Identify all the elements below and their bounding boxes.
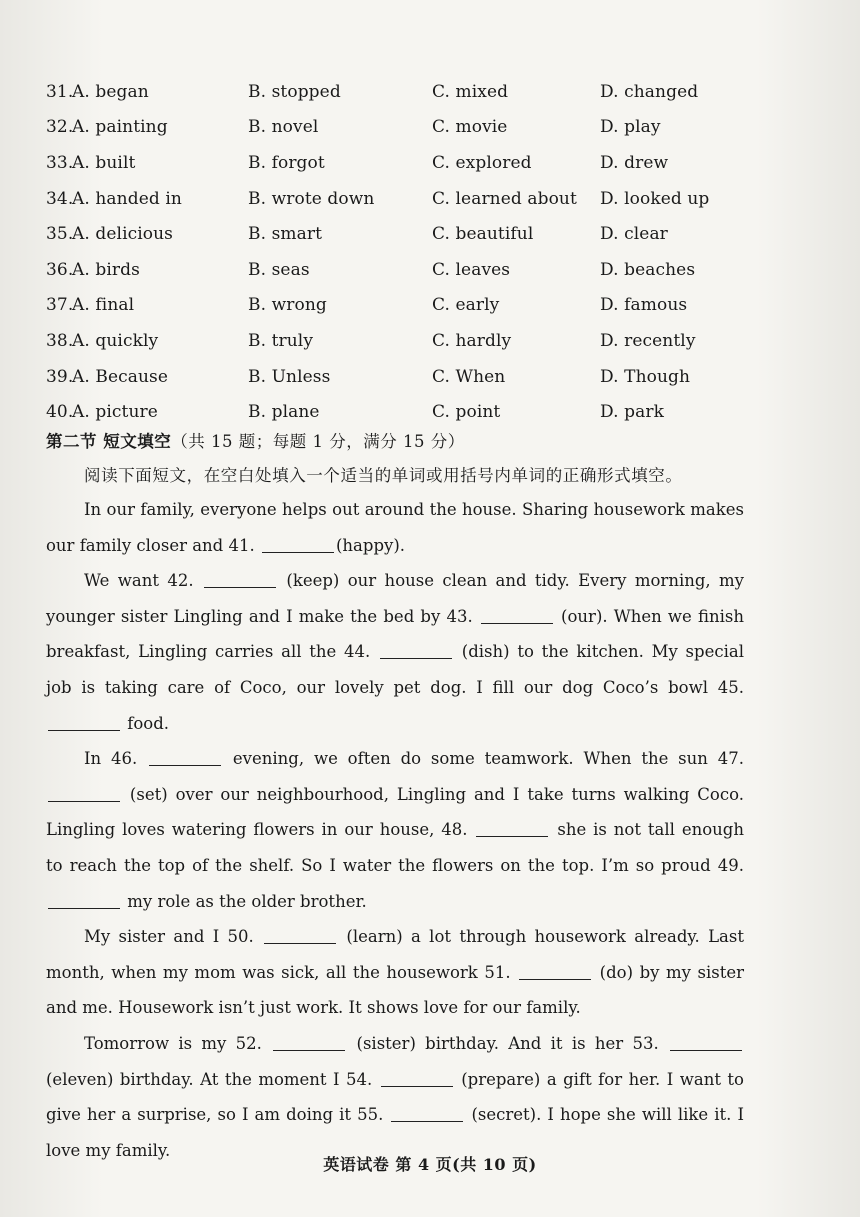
option-a: A. handed in — [72, 188, 182, 209]
question-number: 39. — [46, 366, 74, 387]
option-b: B. wrote down — [248, 188, 375, 209]
question-number: 34. — [46, 188, 74, 209]
option-d: D. play — [600, 117, 661, 138]
passage-text: (secret). I hope she will like it. I love my family. — [46, 1105, 744, 1160]
passage-text: (do) by my sister and me. Housework isn’t just work. It shows love for our family. — [46, 962, 744, 1018]
answer-blank[interactable] — [204, 569, 276, 588]
question-number: 38. — [46, 330, 74, 351]
section-title-detail: （共 15 题；每题 1 分，满分 15 分） — [171, 432, 465, 451]
option-row — [46, 323, 766, 359]
question-number: 35. — [46, 224, 74, 245]
answer-blank[interactable] — [48, 712, 120, 731]
passage-text: (set) over our neighbourhood, Lingling and I take turns walking Coco. Lingling loves watering flowers in our house, 48. — [46, 784, 744, 840]
answer-blank[interactable] — [262, 534, 334, 553]
passage-text: Tomorrow is my 52. — [84, 1033, 272, 1053]
option-row — [46, 216, 766, 252]
option-b: B. stopped — [248, 81, 341, 102]
option-row — [46, 288, 766, 324]
answer-blank[interactable] — [670, 1032, 742, 1051]
passage-text: my role as the older brother. — [122, 891, 367, 911]
option-c: C. mixed — [432, 81, 509, 102]
option-a: A. began — [72, 81, 149, 102]
answer-blank[interactable] — [519, 961, 591, 980]
option-row — [46, 110, 766, 146]
answer-blank[interactable] — [380, 640, 452, 659]
option-a: A. painting — [72, 117, 168, 138]
option-row — [46, 181, 766, 217]
question-number: 36. — [46, 259, 74, 280]
passage-text: food. — [122, 713, 170, 733]
option-list — [46, 74, 766, 430]
question-number: 40. — [46, 402, 74, 423]
option-a: A. birds — [72, 259, 140, 280]
section-title — [46, 428, 465, 452]
option-a: A. delicious — [72, 224, 173, 245]
option-b: B. novel — [248, 117, 319, 138]
passage-text: evening, we often do some teamwork. When the sun 47. — [223, 749, 744, 769]
answer-blank[interactable] — [476, 818, 548, 837]
option-row — [46, 145, 766, 181]
passage-text: (sister) birthday. And it is her 53. — [347, 1033, 668, 1053]
option-d: D. beaches — [600, 259, 696, 280]
question-number: 33. — [46, 152, 74, 173]
option-b: B. forgot — [248, 152, 325, 173]
option-d: D. famous — [600, 295, 688, 316]
page-footer: 英语试卷 第 4 页(共 10 页) — [323, 1155, 537, 1174]
answer-blank[interactable] — [381, 1068, 453, 1087]
answer-blank[interactable] — [264, 925, 336, 944]
option-a: A. Because — [72, 366, 169, 387]
answer-blank[interactable] — [48, 890, 120, 909]
option-b: B. smart — [248, 224, 323, 245]
option-d: D. clear — [600, 224, 668, 245]
passage-text: (prepare) a gift for her. I want to give her a surprise, so I am doing it 55. — [46, 1069, 744, 1125]
answer-blank[interactable] — [391, 1103, 463, 1122]
option-d: D. drew — [600, 152, 669, 173]
option-c: C. leaves — [432, 259, 511, 280]
passage-paragraph — [46, 563, 744, 741]
question-number: 31. — [46, 81, 74, 102]
option-row — [46, 252, 766, 288]
option-a: A. final — [72, 295, 135, 316]
option-a: A. built — [72, 152, 136, 173]
passage-text: she is not tall enough to reach the top of the shelf. So I water the flowers on the top. I’m so proud 49. — [46, 820, 744, 875]
option-c: C. learned about — [432, 188, 577, 209]
passage-paragraph — [46, 919, 744, 1026]
answer-blank[interactable] — [149, 747, 221, 766]
option-b: B. truly — [248, 330, 314, 351]
option-c: C. movie — [432, 117, 508, 138]
option-c: C. beautiful — [432, 224, 534, 245]
option-b: B. wrong — [248, 295, 327, 316]
option-c: C. early — [432, 295, 500, 316]
option-b: B. seas — [248, 259, 310, 280]
passage-text: My sister and I 50. — [84, 927, 263, 947]
option-d: D. Though — [600, 366, 691, 387]
passage-paragraph — [46, 741, 744, 919]
option-c: C. When — [432, 366, 506, 387]
answer-blank[interactable] — [273, 1032, 345, 1051]
section-title-bold: 第二节 短文填空 — [46, 432, 172, 451]
option-c: C. explored — [432, 152, 532, 173]
answer-blank[interactable] — [481, 605, 553, 624]
passage-paragraph — [46, 492, 744, 563]
option-b: B. Unless — [248, 366, 331, 387]
cloze-passage — [46, 492, 744, 1168]
passage-text: (our). When we finish breakfast, Lingling carries all the 44. — [46, 606, 744, 662]
option-row — [46, 74, 766, 110]
option-d: D. changed — [600, 81, 699, 102]
passage-text: (dish) to the kitchen. My special job is taking care of Coco, our lovely pet dog. I fill our dog Coco’s bowl 45. — [46, 642, 744, 697]
passage-paragraph — [46, 1026, 744, 1168]
option-c: C. hardly — [432, 330, 512, 351]
option-c: C. point — [432, 402, 501, 423]
option-b: B. plane — [248, 402, 320, 423]
option-row — [46, 394, 766, 430]
option-d: D. park — [600, 402, 664, 423]
option-d: D. looked up — [600, 188, 710, 209]
passage-text: (learn) a lot through housework already. Last month, when my mom was sick, all the housework 51. — [46, 927, 744, 982]
question-number: 37. — [46, 295, 74, 316]
option-row — [46, 359, 766, 395]
option-d: D. recently — [600, 330, 696, 351]
passage-text: (happy). — [335, 535, 406, 555]
passage-text: In our family, everyone helps out around the house. Sharing housework makes our family closer and 41. — [46, 500, 744, 555]
passage-text: In 46. — [84, 749, 148, 769]
section-instruction: 阅读下面短文，在空白处填入一个适当的单词或用括号内单词的正确形式填空。 — [84, 466, 683, 485]
option-a: A. picture — [72, 402, 158, 423]
passage-text: (keep) our house clean and tidy. Every morning, my younger sister Lingling and I make the bed by 43. — [46, 571, 745, 626]
passage-text: We want 42. — [84, 571, 202, 591]
question-number: 32. — [46, 117, 74, 138]
answer-blank[interactable] — [48, 783, 120, 802]
passage-text: (eleven) birthday. At the moment I 54. — [46, 1069, 379, 1089]
option-a: A. quickly — [72, 330, 159, 351]
